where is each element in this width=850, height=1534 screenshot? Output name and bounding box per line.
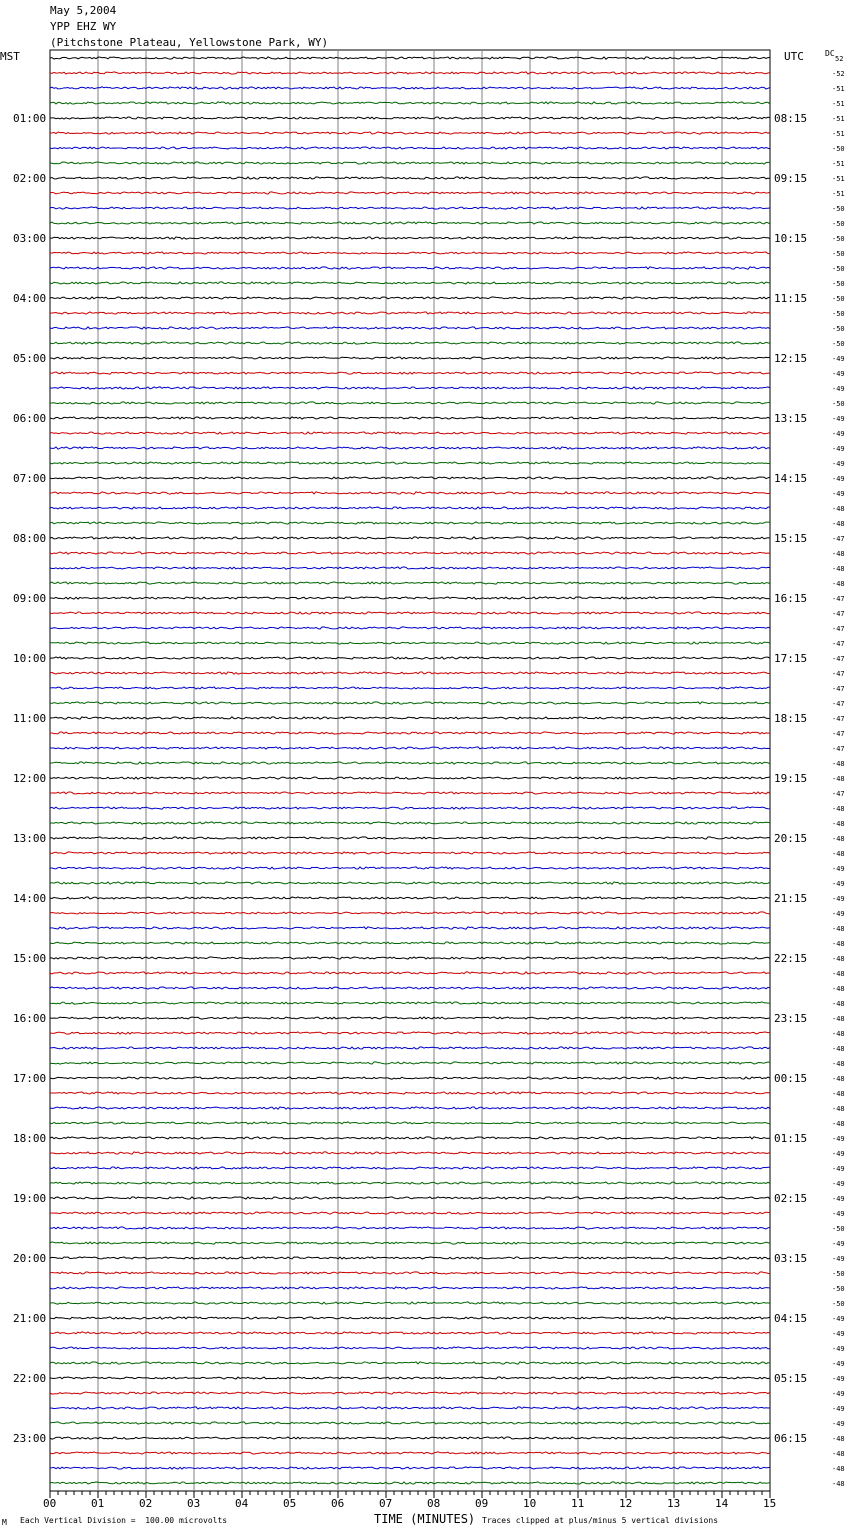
utc-hour-label: 20:15 <box>774 832 808 845</box>
seismic-trace <box>50 912 770 914</box>
dc-offset-label: -48 <box>832 1105 845 1113</box>
seismic-trace <box>50 612 770 614</box>
utc-hour-label: 16:15 <box>774 592 808 605</box>
dc-offset-label: -48 <box>832 580 845 588</box>
dc-offset-label: -49 <box>832 895 845 903</box>
station-location: (Pitchstone Plateau, Yellowstone Park, WY) <box>50 36 329 49</box>
dc-offset-label: -48 <box>832 925 845 933</box>
seismic-trace <box>50 987 770 989</box>
seismic-trace <box>50 1062 770 1064</box>
dc-offset-label: -47 <box>832 700 845 708</box>
utc-hour-label: 17:15 <box>774 652 808 665</box>
dc-offset-label: -49 <box>832 880 845 888</box>
seismic-trace <box>50 957 770 959</box>
dc-offset-label: -48 <box>832 820 845 828</box>
dc-offset-label: -50 <box>832 400 845 408</box>
dc-offset-label: -48 <box>832 1045 845 1053</box>
mst-hour-label: 04:00 <box>13 292 47 305</box>
utc-hour-label: 06:15 <box>774 1432 808 1445</box>
seismic-trace <box>50 1377 770 1379</box>
seismic-trace <box>50 807 770 809</box>
seismic-trace <box>50 1002 770 1004</box>
utc-hour-label: 21:15 <box>774 892 808 905</box>
seismic-trace <box>50 552 770 554</box>
utc-hour-label: 09:15 <box>774 172 808 185</box>
x-tick-label: 14 <box>715 1497 729 1510</box>
seismic-trace <box>50 387 770 389</box>
mst-hour-label: 18:00 <box>13 1132 47 1145</box>
dc-offset-label: -49 <box>832 1210 845 1218</box>
seismic-trace <box>50 1317 770 1319</box>
x-tick-label: 02 <box>139 1497 153 1510</box>
seismic-trace <box>50 732 770 734</box>
dc-offset-label: -50 <box>832 1225 845 1233</box>
seismic-trace <box>50 657 770 659</box>
seismic-trace <box>50 1212 770 1214</box>
dc-offset-label: -48 <box>832 550 845 558</box>
seismic-trace <box>50 867 770 869</box>
mst-hour-label: 01:00 <box>13 112 47 125</box>
dc-offset-label: -49 <box>832 445 845 453</box>
dc-offset-label: -48 <box>832 850 845 858</box>
seismic-trace <box>50 1227 770 1229</box>
dc-offset-label: -49 <box>832 1405 845 1413</box>
mst-hour-label: 13:00 <box>13 832 47 845</box>
seismic-trace <box>50 462 770 464</box>
seismic-trace <box>50 717 770 719</box>
seismic-trace <box>50 477 770 479</box>
dc-offset-label: -49 <box>832 1165 845 1173</box>
dc-offset-label: -51 <box>832 100 845 108</box>
seismic-trace <box>50 777 770 779</box>
utc-hour-label: 11:15 <box>774 292 808 305</box>
x-tick-label: 15 <box>763 1497 777 1510</box>
seismic-trace <box>50 1077 770 1079</box>
mst-hour-label: 09:00 <box>13 592 47 605</box>
seismic-trace <box>50 1407 770 1409</box>
utc-hour-label: 02:15 <box>774 1192 808 1205</box>
dc-offset-label: -50 <box>832 145 845 153</box>
dc-offset-label: -49 <box>832 370 845 378</box>
seismic-trace <box>50 567 770 569</box>
seismic-trace <box>50 627 770 629</box>
x-tick-label: 04 <box>235 1497 249 1510</box>
dc-offset-label: -48 <box>832 1480 845 1488</box>
mst-hour-label: 22:00 <box>13 1372 47 1385</box>
utc-hour-label: 22:15 <box>774 952 808 965</box>
dc-offset-label: -49 <box>832 910 845 918</box>
seismic-trace <box>50 222 770 224</box>
mst-hour-label: 17:00 <box>13 1072 47 1085</box>
dc-offset-label: -51 <box>832 160 845 168</box>
dc-offset-label: -49 <box>832 475 845 483</box>
dc-offset-label: -47 <box>832 625 845 633</box>
dc-offset-label: -48 <box>832 940 845 948</box>
seismic-trace <box>50 1272 770 1274</box>
dc-offset-label: -48 <box>832 1000 845 1008</box>
dc-offset-label: -48 <box>832 835 845 843</box>
dc-offset-label: -48 <box>832 520 845 528</box>
seismic-trace <box>50 1422 770 1424</box>
seismic-trace <box>50 1257 770 1259</box>
dc-offset-label: -47 <box>832 595 845 603</box>
dc-offset-label: -47 <box>832 610 845 618</box>
x-axis-title: TIME (MINUTES) <box>374 1512 476 1526</box>
dc-offset-label: -49 <box>832 430 845 438</box>
seismic-trace <box>50 327 770 329</box>
seismic-trace <box>50 1287 770 1289</box>
seismic-trace <box>50 1482 770 1484</box>
seismic-trace <box>50 177 770 179</box>
dc-offset-label: -49 <box>832 1345 845 1353</box>
seismic-trace <box>50 1167 770 1169</box>
mst-hour-label: 12:00 <box>13 772 47 785</box>
seismic-trace <box>50 1017 770 1019</box>
x-tick-label: 01 <box>91 1497 105 1510</box>
seismic-trace <box>50 312 770 314</box>
dc-offset-label: -48 <box>832 1090 845 1098</box>
mst-hour-label: 03:00 <box>13 232 47 245</box>
dc-offset-label: -48 <box>832 775 845 783</box>
mst-hour-label: 14:00 <box>13 892 47 905</box>
dc-offset-label: -48 <box>832 805 845 813</box>
seismic-trace <box>50 1437 770 1439</box>
dc-offset-label: -48 <box>832 760 845 768</box>
seismic-trace <box>50 147 770 149</box>
seismic-trace <box>50 837 770 839</box>
mst-hour-label: 08:00 <box>13 532 47 545</box>
seismic-trace <box>50 132 770 134</box>
seismic-trace <box>50 597 770 599</box>
dc-offset-label: -47 <box>832 685 845 693</box>
utc-hour-label: 18:15 <box>774 712 808 725</box>
dc-offset-label: -48 <box>832 1450 845 1458</box>
seismic-trace <box>50 297 770 299</box>
dc-offset-label: -49 <box>832 1195 845 1203</box>
dc-offset-label: -51 <box>832 115 845 123</box>
dc-label: DC <box>825 49 835 58</box>
seismic-trace <box>50 687 770 689</box>
dc-offset-label: -48 <box>832 985 845 993</box>
dc-offset-label: -48 <box>832 1030 845 1038</box>
mst-hour-label: 07:00 <box>13 472 47 485</box>
mst-hour-label: 23:00 <box>13 1432 47 1445</box>
dc-offset-label: -52 <box>832 70 845 78</box>
dc-offset-label: -50 <box>832 1285 845 1293</box>
seismic-trace <box>50 762 770 764</box>
mst-hour-label: 16:00 <box>13 1012 47 1025</box>
seismic-trace <box>50 102 770 104</box>
seismic-trace <box>50 1467 770 1469</box>
seismic-trace <box>50 1302 770 1304</box>
mst-hour-label: 02:00 <box>13 172 47 185</box>
seismic-trace <box>50 1107 770 1109</box>
seismic-trace <box>50 417 770 419</box>
seismic-trace <box>50 1047 770 1049</box>
seismic-trace <box>50 897 770 899</box>
plot-frame <box>50 50 770 1491</box>
dc-offset-label: -49 <box>832 1135 845 1143</box>
seismic-trace <box>50 642 770 644</box>
mst-hour-label: 15:00 <box>13 952 47 965</box>
seismic-trace <box>50 672 770 674</box>
x-tick-label: 10 <box>523 1497 537 1510</box>
seismic-trace <box>50 747 770 749</box>
x-tick-label: 12 <box>619 1497 633 1510</box>
dc-offset-label: -50 <box>832 1300 845 1308</box>
dc-offset-label: -47 <box>832 535 845 543</box>
mst-axis-title: MST <box>0 50 20 63</box>
dc-offset-label: -50 <box>832 250 845 258</box>
seismic-trace <box>50 1032 770 1034</box>
mst-hour-label: 11:00 <box>13 712 47 725</box>
seismic-trace <box>50 267 770 269</box>
utc-hour-label: 00:15 <box>774 1072 808 1085</box>
dc-offset-label: -48 <box>832 505 845 513</box>
dc-offset-label: -49 <box>832 1255 845 1263</box>
utc-hour-label: 14:15 <box>774 472 808 485</box>
utc-hour-label: 08:15 <box>774 112 808 125</box>
dc-offset-label: -47 <box>832 655 845 663</box>
utc-hour-label: 01:15 <box>774 1132 808 1145</box>
x-tick-label: 13 <box>667 1497 681 1510</box>
seismic-trace <box>50 1242 770 1244</box>
seismic-trace <box>50 192 770 194</box>
x-tick-label: 05 <box>283 1497 297 1510</box>
dc-offset-label: -51 <box>832 175 845 183</box>
utc-hour-label: 13:15 <box>774 412 808 425</box>
seismic-trace <box>50 72 770 74</box>
utc-hour-label: 12:15 <box>774 352 808 365</box>
dc-offset-label: -48 <box>832 1465 845 1473</box>
seismic-trace <box>50 1392 770 1394</box>
x-tick-label: 08 <box>427 1497 441 1510</box>
dc-offset-label: -49 <box>832 1330 845 1338</box>
dc-offset-label: -51 <box>832 130 845 138</box>
seismic-trace <box>50 357 770 359</box>
seismic-trace <box>50 522 770 524</box>
dc-offset-label: -50 <box>832 295 845 303</box>
utc-hour-label: 05:15 <box>774 1372 808 1385</box>
seismic-trace <box>50 492 770 494</box>
seismic-trace <box>50 882 770 884</box>
x-tick-label: 09 <box>475 1497 489 1510</box>
seismic-trace <box>50 1137 770 1139</box>
dc-offset-label: -49 <box>832 355 845 363</box>
dc-offset-label: -47 <box>832 640 845 648</box>
seismic-trace <box>50 1362 770 1364</box>
mst-hour-label: 21:00 <box>13 1312 47 1325</box>
dc-offset-label: -48 <box>832 1435 845 1443</box>
dc-offset-label: -48 <box>832 1120 845 1128</box>
mst-hour-label: 20:00 <box>13 1252 47 1265</box>
seismic-trace <box>50 792 770 794</box>
seismic-trace <box>50 432 770 434</box>
seismic-trace <box>50 207 770 209</box>
utc-hour-label: 15:15 <box>774 532 808 545</box>
dc-offset-label: -48 <box>832 955 845 963</box>
dc-offset-label: -49 <box>832 415 845 423</box>
utc-hour-label: 10:15 <box>774 232 808 245</box>
seismic-trace <box>50 237 770 239</box>
dc-offset-label: -50 <box>832 325 845 333</box>
mst-hour-label: 06:00 <box>13 412 47 425</box>
seismic-trace <box>50 117 770 119</box>
seismic-trace <box>50 447 770 449</box>
seismic-trace <box>50 1122 770 1124</box>
utc-hour-label: 23:15 <box>774 1012 808 1025</box>
seismic-trace <box>50 972 770 974</box>
x-tick-label: 00 <box>43 1497 57 1510</box>
dc-offset-label: -49 <box>832 865 845 873</box>
x-tick-label: 07 <box>379 1497 393 1510</box>
dc-offset-label: -47 <box>832 715 845 723</box>
dc-offset-label: -50 <box>832 220 845 228</box>
dc-offset-label: -49 <box>832 1240 845 1248</box>
dc-offset-label: -50 <box>832 280 845 288</box>
x-tick-label: 03 <box>187 1497 201 1510</box>
dc-offset-label: -47 <box>832 745 845 753</box>
seismic-trace <box>50 162 770 164</box>
mst-hour-label: 19:00 <box>13 1192 47 1205</box>
dc-offset-label: -49 <box>832 1180 845 1188</box>
dc-offset-label: -50 <box>832 235 845 243</box>
seismic-trace <box>50 1182 770 1184</box>
x-tick-label: 11 <box>571 1497 585 1510</box>
seismic-trace <box>50 1347 770 1349</box>
seismic-trace <box>50 402 770 404</box>
seismic-trace <box>50 342 770 344</box>
seismic-trace <box>50 582 770 584</box>
dc-offset-label: -50 <box>832 340 845 348</box>
dc-offset-label: -49 <box>832 1315 845 1323</box>
dc-offset-label: -50 <box>832 265 845 273</box>
seismic-trace <box>50 942 770 944</box>
dc-offset-label: -47 <box>832 790 845 798</box>
utc-axis-title: UTC <box>784 50 804 63</box>
seismic-trace <box>50 507 770 509</box>
station-code: YPP EHZ WY <box>50 20 117 33</box>
dc-offset-label: -49 <box>832 1375 845 1383</box>
seismic-trace <box>50 852 770 854</box>
seismic-trace <box>50 702 770 704</box>
dc-offset-label: -49 <box>832 1390 845 1398</box>
seismic-trace <box>50 57 770 59</box>
logo-mark: M <box>2 1518 7 1527</box>
utc-hour-label: 04:15 <box>774 1312 808 1325</box>
dc-offset-label: -48 <box>832 1015 845 1023</box>
dc-offset-label: -50 <box>832 205 845 213</box>
seismic-trace <box>50 1152 770 1154</box>
mst-hour-label: 05:00 <box>13 352 47 365</box>
seismic-trace <box>50 927 770 929</box>
dc-offset-label: -49 <box>832 1360 845 1368</box>
seismic-trace <box>50 537 770 539</box>
seismic-trace <box>50 1197 770 1199</box>
seismic-trace <box>50 1452 770 1454</box>
dc-offset-label: -48 <box>832 1060 845 1068</box>
seismic-trace <box>50 1332 770 1334</box>
x-tick-label: 06 <box>331 1497 345 1510</box>
utc-hour-label: 03:15 <box>774 1252 808 1265</box>
mst-hour-label: 10:00 <box>13 652 47 665</box>
dc-offset-label: 52 <box>835 55 844 63</box>
dc-offset-label: -50 <box>832 310 845 318</box>
dc-offset-label: -50 <box>832 1270 845 1278</box>
dc-offset-label: -51 <box>832 85 845 93</box>
seismic-trace <box>50 1092 770 1094</box>
dc-offset-label: -48 <box>832 1075 845 1083</box>
dc-offset-label: -48 <box>832 565 845 573</box>
dc-offset-label: -49 <box>832 1150 845 1158</box>
seismic-trace <box>50 87 770 89</box>
plot-date: May 5,2004 <box>50 4 117 17</box>
clip-note: Traces clipped at plus/minus 5 vertical divisions <box>482 1516 719 1525</box>
dc-offset-label: -47 <box>832 730 845 738</box>
seismic-trace <box>50 282 770 284</box>
dc-offset-label: -49 <box>832 490 845 498</box>
dc-offset-label: -49 <box>832 1420 845 1428</box>
scale-note: Each Vertical Division = 100.00 microvolts <box>20 1516 228 1525</box>
utc-hour-label: 19:15 <box>774 772 808 785</box>
dc-offset-label: -49 <box>832 460 845 468</box>
dc-offset-label: -47 <box>832 670 845 678</box>
seismic-trace <box>50 372 770 374</box>
dc-offset-label: -51 <box>832 190 845 198</box>
dc-offset-label: -49 <box>832 385 845 393</box>
dc-offset-label: -48 <box>832 970 845 978</box>
seismic-trace <box>50 822 770 824</box>
seismic-trace <box>50 252 770 254</box>
